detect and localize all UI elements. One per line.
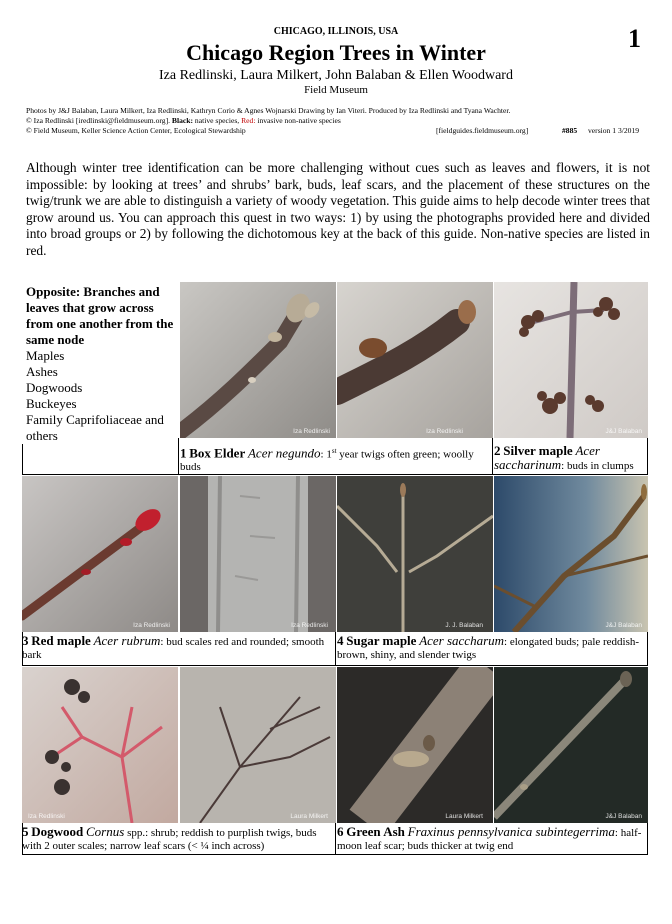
grid-line <box>492 438 493 474</box>
ordinal-suffix: st <box>331 447 337 455</box>
species-number: 4 <box>337 633 344 648</box>
caption-silver-maple: 2 Silver maple Acer saccharinum: buds in clumps <box>494 443 634 472</box>
species-description: 1 <box>326 448 332 461</box>
legend-line <box>26 116 341 125</box>
species-latin-name: Acer rubrum <box>93 633 161 648</box>
photo-green-ash-twig <box>494 667 648 823</box>
photo-credit: Iza Redlinski <box>133 622 170 629</box>
intro-paragraph: Although winter tree identification can be more challenging without cues such as leaves and flowers, it is not impossible: by looking at trees’ and shrubs’ bark, buds, leaf scars, and the placement of these structures on the twig/trunk we are able to distinguish a variety of woody vegetation. This guide aims to help decode winter trees that grow around us. You can approach this quest in two ways: 1) by using the photographs provided here and divided into broad groups or 2) by following the dichotomous key at the back of this guide. Non-native species are listed in red. <box>26 160 650 258</box>
photo-credit: Iza Redlinski <box>28 813 65 820</box>
caption-red-maple: 3 Red maple Acer rubrum: bud scales red and rounded; smooth bark <box>22 633 325 661</box>
sidebar-item-buckeyes: Buckeyes <box>26 396 77 411</box>
photo-box-elder-bud <box>337 282 493 438</box>
version-text: version 1 3/2019 <box>588 126 640 135</box>
caption-box-elder: 1 Box Elder Acer negundo: 1st year twigs often green; woolly buds <box>180 445 474 474</box>
species-common-name: Dogwood <box>31 824 84 839</box>
species-latin-name: Fraxinus pennsylvanica subintegerrima <box>407 824 615 839</box>
species-description: bud scales red and rounded; smooth bark <box>22 636 325 661</box>
grid-line <box>647 632 648 665</box>
photo-box-elder-twig <box>180 282 336 438</box>
copyright-text: © Field Museum, Keller Science Action Center, Ecological Stewardship <box>26 126 246 135</box>
species-latin-name: Acer negundo <box>247 445 321 461</box>
sidebar-item-dogwoods: Dogwoods <box>26 380 83 395</box>
copyright-line <box>26 126 640 135</box>
photo-green-ash-leaf-scar <box>337 667 493 823</box>
photo-sugar-maple-twig <box>494 476 648 632</box>
pretitle: CHICAGO, ILLINOIS, USA <box>273 26 399 37</box>
photo-credit: Iza Redlinski <box>426 428 463 435</box>
organization: Field Museum <box>304 84 368 96</box>
photo-credit: Iza Redlinski <box>293 428 330 435</box>
photo-credit: Laura Milkert <box>445 813 483 820</box>
grid-line <box>647 823 648 854</box>
photo-credit: Iza Redlinski <box>291 622 328 629</box>
photo-sugar-maple-branch <box>337 476 493 632</box>
photo-silver-maple <box>494 282 648 438</box>
species-number: 5 <box>22 824 29 839</box>
species-number: 3 <box>22 633 29 648</box>
species-common-name: Green Ash <box>346 824 405 839</box>
page-title: Chicago Region Trees in Winter <box>186 40 486 65</box>
species-description: elongated buds; pale reddish-brown, shiny, and slender twigs <box>337 636 640 661</box>
grid-line <box>335 632 336 665</box>
opposite-group-sidebar <box>26 284 176 444</box>
authors: Iza Redlinski, Laura Milkert, John Balaban & Ellen Woodward <box>159 68 513 83</box>
species-latin-suffix: spp. <box>127 827 146 839</box>
photo-credit: J&J Balaban <box>605 622 642 629</box>
species-description: half-moon leaf scar; buds thicker at twig end <box>337 827 642 852</box>
species-latin-name: Acer saccharinum <box>494 443 600 472</box>
website-link[interactable]: [fieldguides.fieldmuseum.org] <box>436 126 529 135</box>
photo-dogwood-shrub <box>180 667 336 823</box>
species-description: year twigs often green; woolly buds <box>180 448 474 474</box>
legend-black-label: Black: <box>171 116 194 125</box>
legend-black-desc: native species, <box>193 116 242 125</box>
contact-text: © Iza Redlinski [iredlinski@fieldmuseum.org]. <box>26 116 172 125</box>
grid-line <box>22 474 648 475</box>
species-description: shrub; reddish to purplish twigs, buds with 2 outer scales; narrow leaf scars (< ¼ inch across) <box>22 827 317 852</box>
photo-red-maple-bark <box>180 476 336 632</box>
photo-credits-line: Photos by J&J Balaban, Laura Milkert, Iza Redlinski, Kathryn Corio & Agnes Wojnarski Drawing by Ian Viteri. Produced by Iza Redlinski and Tyana Wachter. <box>26 106 511 115</box>
photo-credit: J&J Balaban <box>605 428 642 435</box>
species-number: 2 <box>494 443 501 458</box>
species-common-name: Red maple <box>31 633 91 648</box>
species-number: 1 <box>180 445 187 461</box>
species-description: buds in clumps <box>566 459 634 472</box>
sidebar-item-caprifoliaceae: Family Caprifoliaceae and others <box>26 412 164 443</box>
photo-dogwood-twigs <box>22 667 178 823</box>
caption-sugar-maple: 4 Sugar maple Acer saccharum: elongated buds; pale reddish-brown, shiny, and slender twigs <box>337 633 640 661</box>
photo-credit: Laura Milkert <box>290 813 328 820</box>
species-common-name: Silver maple <box>503 443 573 458</box>
species-common-name: Sugar maple <box>346 633 417 648</box>
grid-line <box>178 438 179 474</box>
sidebar-item-ashes: Ashes <box>26 364 58 379</box>
photo-credit: J. J. Balaban <box>445 622 483 629</box>
grid-line <box>22 854 648 855</box>
grid-line <box>335 823 336 854</box>
grid-line <box>22 444 23 474</box>
photo-red-maple-bud <box>22 476 178 632</box>
caption-dogwood: 5 Dogwood Cornus spp.: shrub; reddish to purplish twigs, buds with 2 outer scales; narrow leaf scars (< ¼ inch across) <box>22 824 317 852</box>
sidebar-heading: Opposite: Branches and leaves that grow across from one another from the same node <box>26 284 174 347</box>
species-number: 6 <box>337 824 344 839</box>
species-latin-name: Cornus <box>86 824 125 839</box>
grid-line <box>22 665 648 666</box>
photo-credit: J&J Balaban <box>605 813 642 820</box>
legend-red-label: Red: <box>241 116 256 125</box>
caption-green-ash: 6 Green Ash Fraxinus pennsylvanica subintegerrima: half-moon leaf scar; buds thicker at twig end <box>337 824 642 852</box>
species-common-name: Box Elder <box>189 445 246 461</box>
guide-number: #885 <box>562 126 578 135</box>
species-latin-name: Acer saccharum <box>419 633 505 648</box>
sidebar-item-maples: Maples <box>26 348 65 363</box>
legend-red-desc: invasive non-native species <box>255 116 341 125</box>
page-number: 1 <box>628 24 641 53</box>
